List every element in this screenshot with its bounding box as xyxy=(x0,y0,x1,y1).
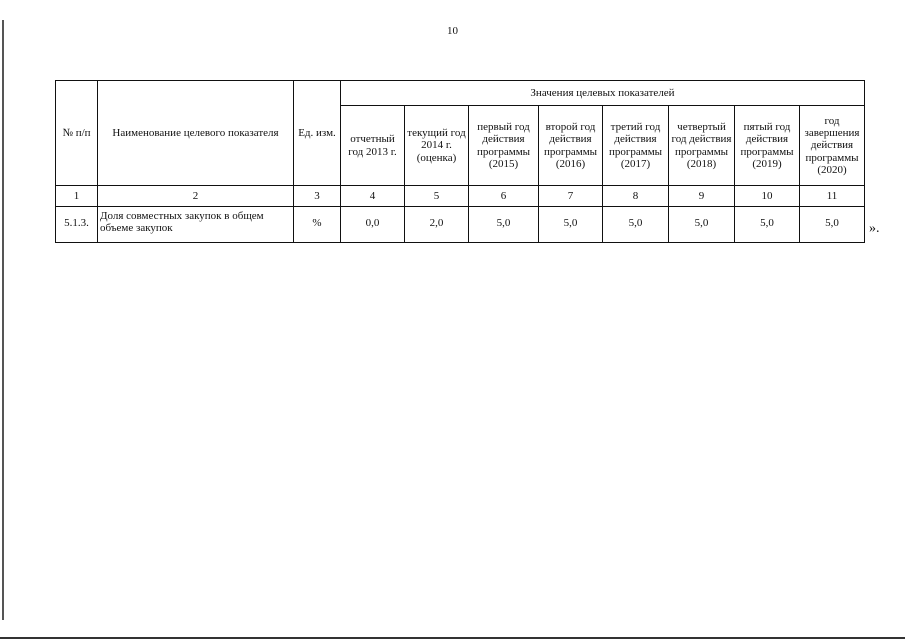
header-target-values-group: Значения целевых показателей xyxy=(341,81,865,106)
column-number-cell: 7 xyxy=(539,186,603,207)
header-year-col: третий год действия программы (2017) xyxy=(603,106,669,186)
header-year-col: пятый год действия программы (2019) xyxy=(735,106,800,186)
row-value: 5,0 xyxy=(469,207,539,243)
column-number-cell: 3 xyxy=(294,186,341,207)
row-indicator-name: Доля совместных закупок в общем объеме закупок xyxy=(98,207,294,243)
table-row xyxy=(56,207,865,243)
closing-quote-mark: ». xyxy=(869,221,880,236)
header-indicator-name: Наименование целевого показателя xyxy=(98,81,294,186)
header-year-col: год завершения действия программы (2020) xyxy=(800,106,865,186)
column-number-row xyxy=(56,186,865,207)
row-index: 5.1.3. xyxy=(56,207,98,243)
column-number-cell: 9 xyxy=(669,186,735,207)
header-year-col: текущий год 2014 г. (оценка) xyxy=(405,106,469,186)
column-number-cell: 11 xyxy=(800,186,865,207)
row-value: 5,0 xyxy=(800,207,865,243)
row-value: 5,0 xyxy=(539,207,603,243)
header-index: № п/п xyxy=(56,81,98,186)
row-value: 2,0 xyxy=(405,207,469,243)
target-indicators-table xyxy=(55,80,865,243)
column-number-cell: 4 xyxy=(341,186,405,207)
header-row-group xyxy=(56,81,865,106)
page-number: 10 xyxy=(447,25,458,37)
target-indicators-table-wrapper xyxy=(55,80,865,243)
column-number-cell: 8 xyxy=(603,186,669,207)
scan-bottom-edge xyxy=(0,637,905,639)
row-unit: % xyxy=(294,207,341,243)
column-number-cell: 1 xyxy=(56,186,98,207)
column-number-cell: 5 xyxy=(405,186,469,207)
header-year-col: первый год действия программы (2015) xyxy=(469,106,539,186)
column-number-cell: 10 xyxy=(735,186,800,207)
header-year-col: отчетный год 2013 г. xyxy=(341,106,405,186)
header-unit: Ед. изм. xyxy=(294,81,341,186)
row-value: 5,0 xyxy=(669,207,735,243)
row-value: 5,0 xyxy=(603,207,669,243)
row-value: 0,0 xyxy=(341,207,405,243)
row-value: 5,0 xyxy=(735,207,800,243)
header-year-col: четвертый год действия программы (2018) xyxy=(669,106,735,186)
column-number-cell: 6 xyxy=(469,186,539,207)
header-year-col: второй год действия программы (2016) xyxy=(539,106,603,186)
column-number-cell: 2 xyxy=(98,186,294,207)
scan-left-edge xyxy=(2,20,4,620)
